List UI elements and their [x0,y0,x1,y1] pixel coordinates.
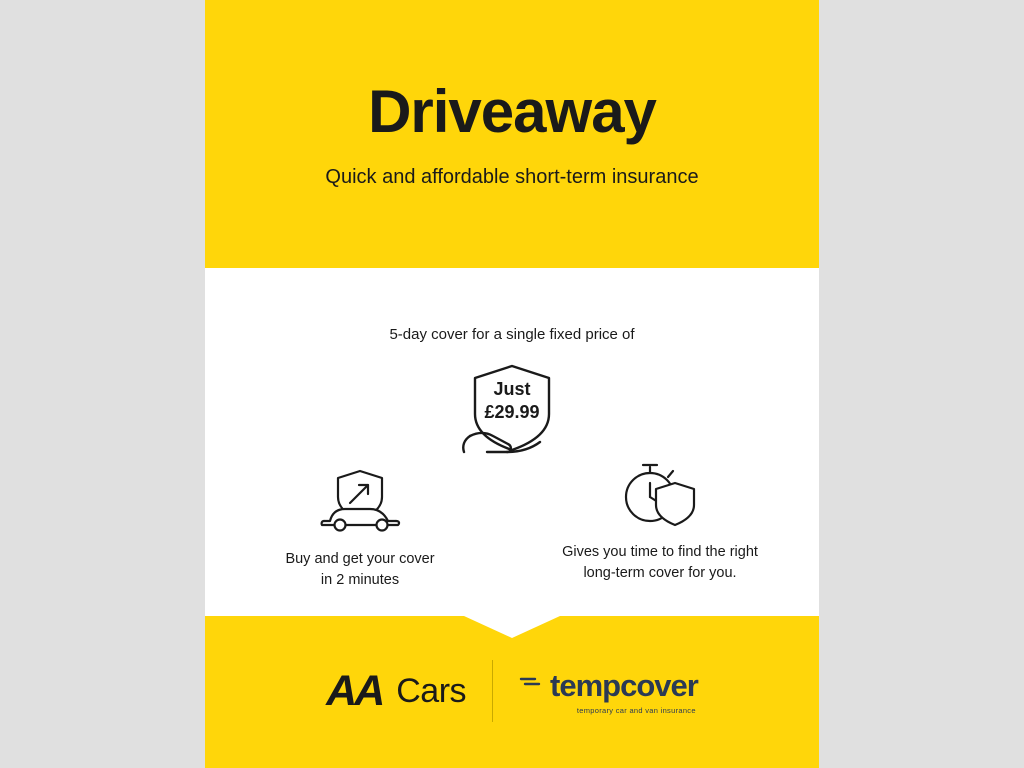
feature-item-time [535,458,785,584]
tempcover-speed-icon [519,672,545,699]
page-subtitle: Quick and affordable short-term insurance [325,166,699,188]
feature-caption-line1: Buy and get your cover [285,551,435,567]
tempcover-tagline: temporary car and van insurance [576,705,696,715]
price-badge-label: Just [493,379,531,399]
aa-cars-label: Cars [396,671,467,710]
offer-intro-text: 5-day cover for a single fixed price of [389,326,635,343]
aa-logo: AA [326,666,383,715]
footer-logos [205,660,819,722]
shield-in-hand-icon [452,358,572,468]
logo-divider [492,660,493,722]
page-title: Driveaway [368,78,656,145]
feature-caption-line1: Gives you time to find the right [562,544,758,560]
promo-poster [205,0,819,768]
footer-notch-shape [464,616,560,638]
tempcover-name: tempcover [550,667,698,703]
tempcover-wordmark-row [519,668,698,704]
feature-caption [535,542,785,584]
feature-caption-line2: long-term cover for you. [583,565,737,582]
tempcover-logo [519,668,698,715]
stopwatch-with-shield-icon [535,458,785,528]
feature-caption [235,549,485,591]
feature-caption-line2: in 2 minutes [320,572,400,589]
price-badge-amount: £29.99 [484,401,540,422]
car-with-shield-icon [235,465,485,535]
feature-item-buy-fast [235,465,485,591]
